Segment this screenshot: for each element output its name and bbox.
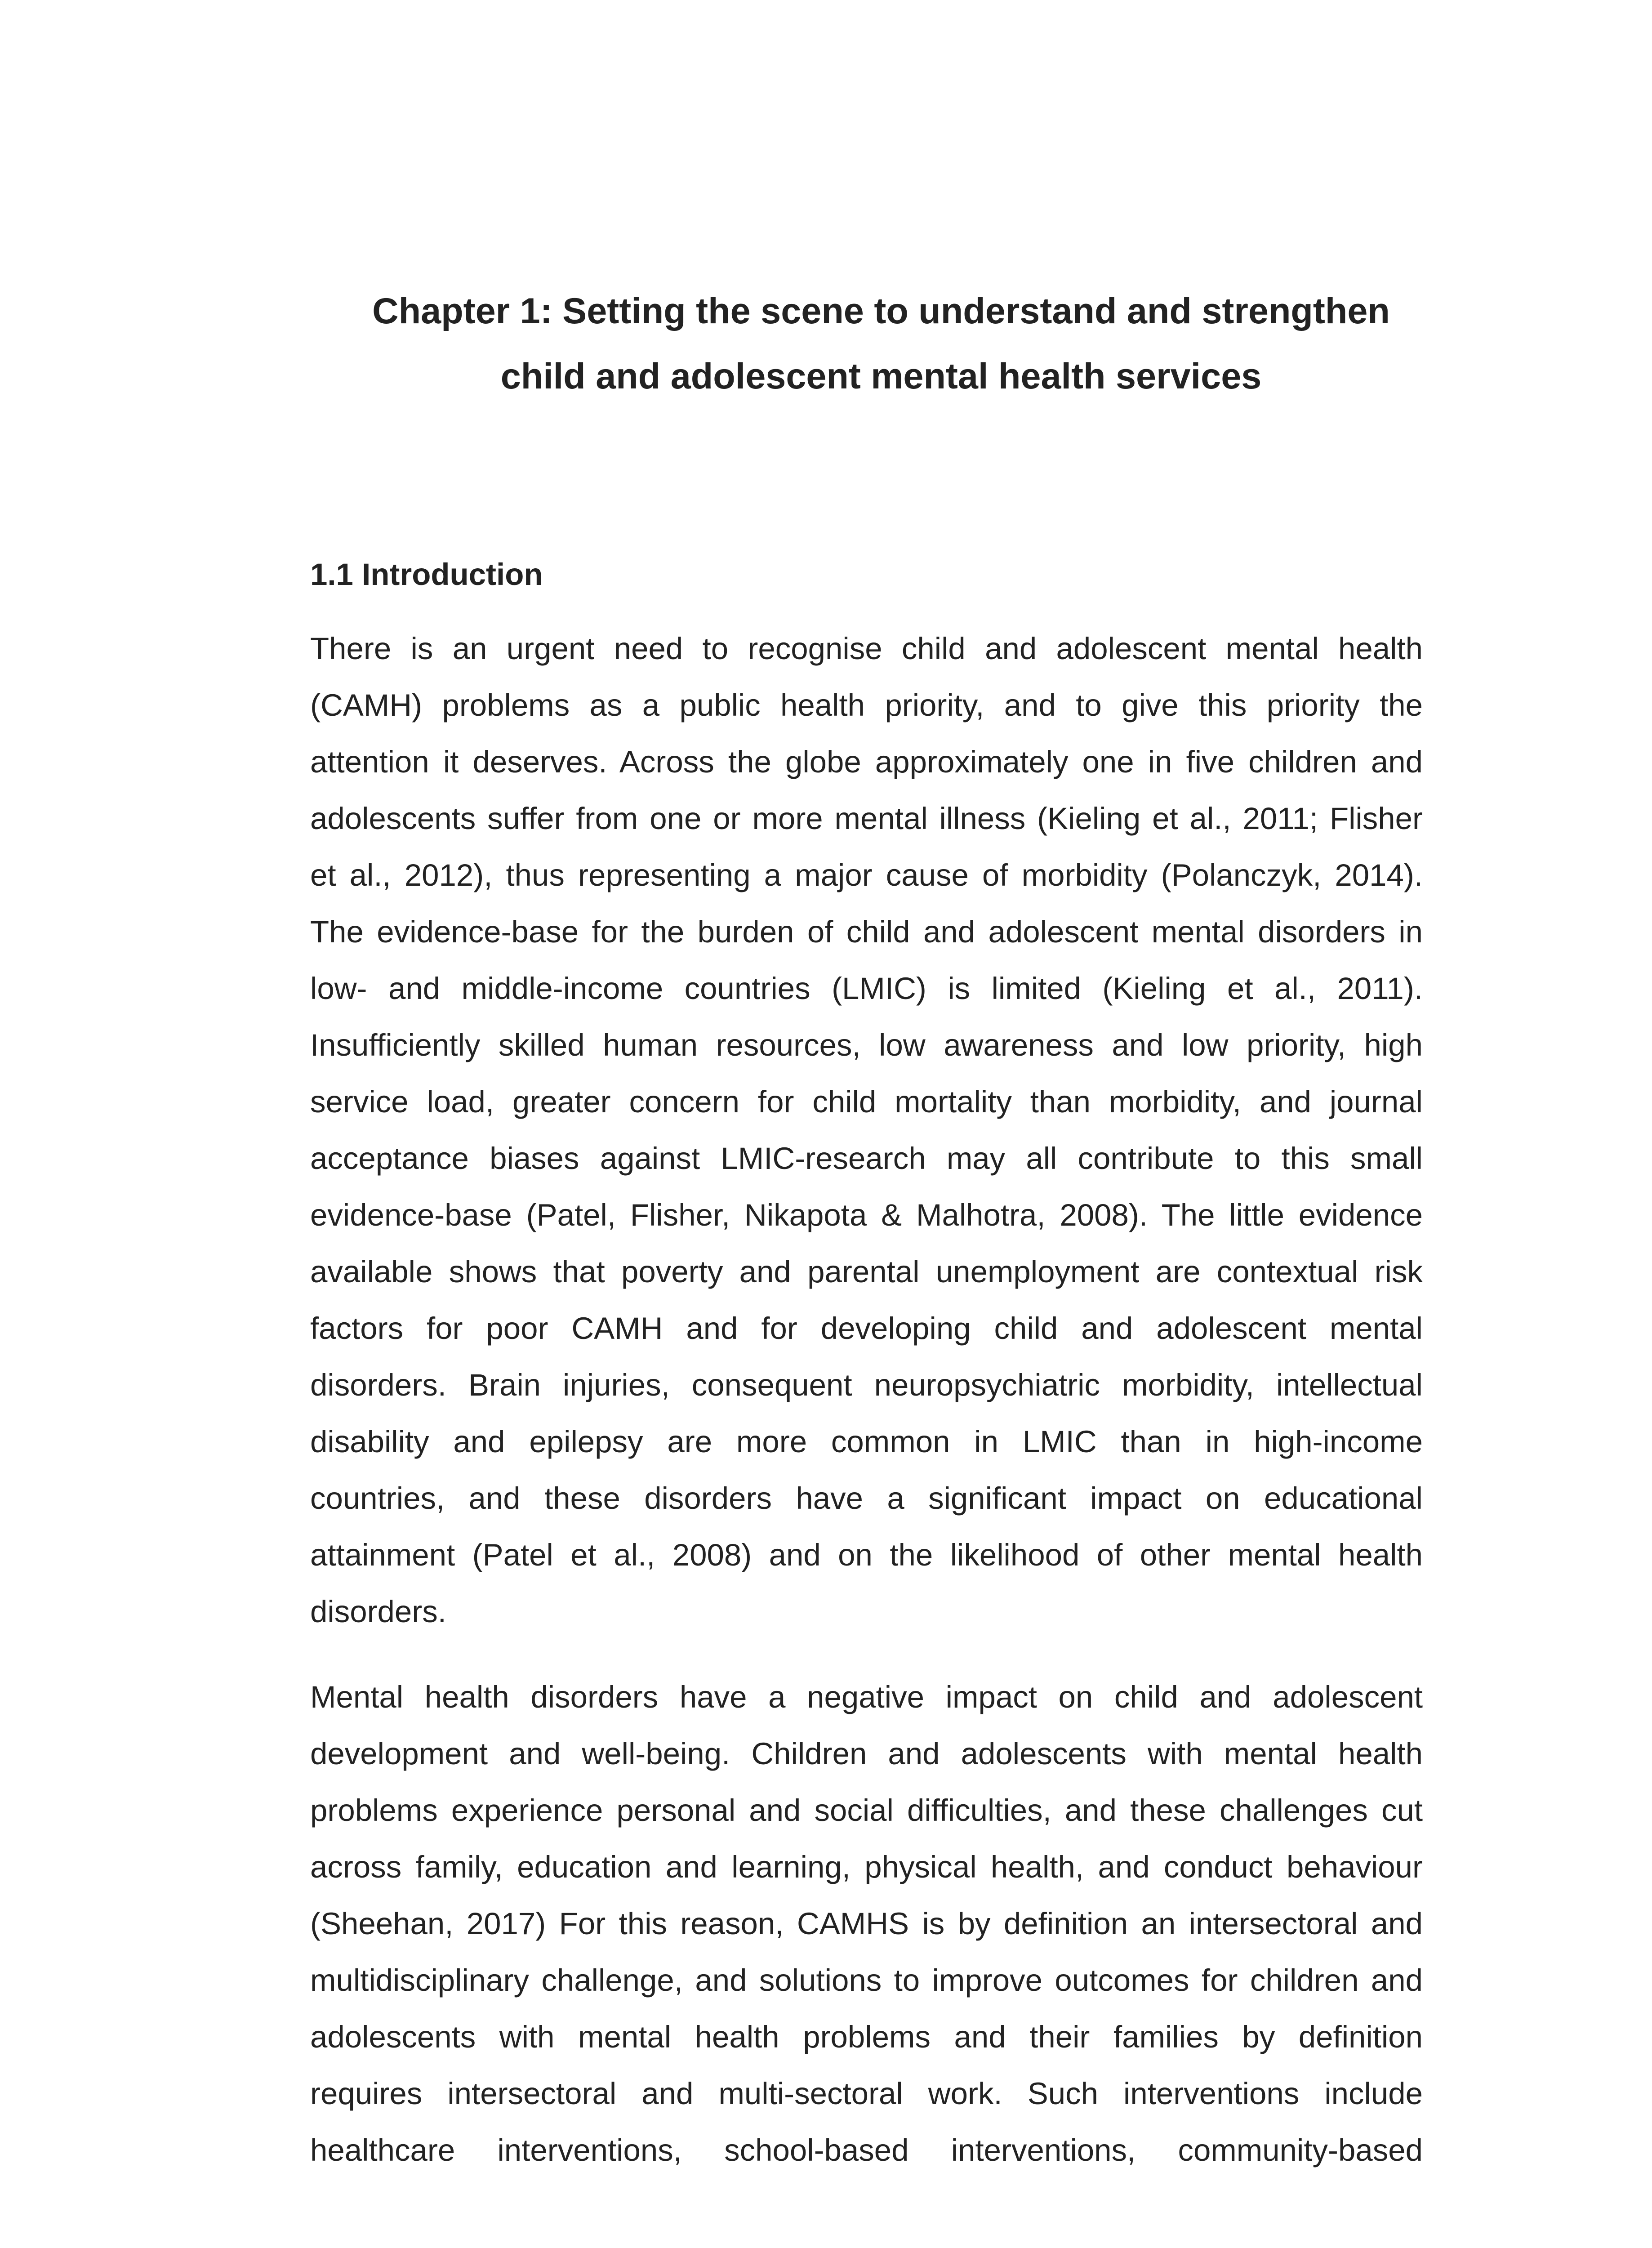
text-line: healthcare interventions, school-based interventions, community-based (310, 2133, 1423, 2168)
text-line: available shows that poverty and parental unemployment are contextual risk (310, 1254, 1423, 1289)
chapter-title (310, 279, 1452, 409)
text-line: Mental health disorders have a negative impact on child and adolescent (310, 1680, 1423, 1714)
text-line: multidisciplinary challenge, and solutions to improve outcomes for children and (310, 1963, 1423, 1998)
text-line: service load, greater concern for child mortality than morbidity, and journal (310, 1084, 1423, 1119)
text-line: (Sheehan, 2017) For this reason, CAMHS is by definition an intersectoral and (310, 1906, 1423, 1941)
chapter-title-line: child and adolescent mental health services (500, 356, 1262, 397)
text-line: development and well-being. Children and adolescents with mental health (310, 1736, 1423, 1771)
text-line: adolescents with mental health problems and their families by definition (310, 2020, 1423, 2054)
text-line: attainment (Patel et al., 2008) and on the likelihood of other mental health (310, 1538, 1423, 1572)
section-heading: 1.1 Introduction (310, 557, 543, 592)
chapter-title-line: Chapter 1: Setting the scene to understand and strengthen (372, 291, 1390, 331)
text-line: Insufficiently skilled human resources, low awareness and low priority, high (310, 1028, 1423, 1062)
text-line: countries, and these disorders have a significant impact on educational (310, 1481, 1423, 1516)
text-line: There is an urgent need to recognise child and adolescent mental health (310, 631, 1423, 666)
text-line: disability and epilepsy are more common in LMIC than in high-income (310, 1424, 1423, 1459)
text-line: acceptance biases against LMIC-research may all contribute to this small (310, 1141, 1423, 1176)
text-line: et al., 2012), thus representing a major cause of morbidity (Polanczyk, 2014). (310, 858, 1423, 892)
text-line: The evidence-base for the burden of child and adolescent mental disorders in (310, 914, 1423, 949)
text-line: evidence-base (Patel, Flisher, Nikapota & Malhotra, 2008). The little evidence (310, 1198, 1423, 1232)
body-paragraph (310, 1669, 1423, 2179)
text-line: disorders. (310, 1594, 446, 1629)
text-line: attention it deserves. Across the globe approximately one in five children and (310, 745, 1423, 779)
text-line: (CAMH) problems as a public health priority, and to give this priority the (310, 688, 1423, 723)
body-paragraph (310, 620, 1423, 1640)
text-line: problems experience personal and social difficulties, and these challenges cut (310, 1793, 1423, 1828)
text-line: disorders. Brain injuries, consequent neuropsychiatric morbidity, intellectual (310, 1368, 1423, 1402)
text-line: across family, education and learning, physical health, and conduct behaviour (310, 1850, 1423, 1884)
text-line: requires intersectoral and multi-sectoral work. Such interventions include (310, 2076, 1423, 2111)
text-line: low- and middle-income countries (LMIC) is limited (Kieling et al., 2011). (310, 971, 1423, 1006)
text-line: adolescents suffer from one or more mental illness (Kieling et al., 2011; Flisher (310, 801, 1423, 836)
text-line: factors for poor CAMH and for developing child and adolescent mental (310, 1311, 1423, 1346)
